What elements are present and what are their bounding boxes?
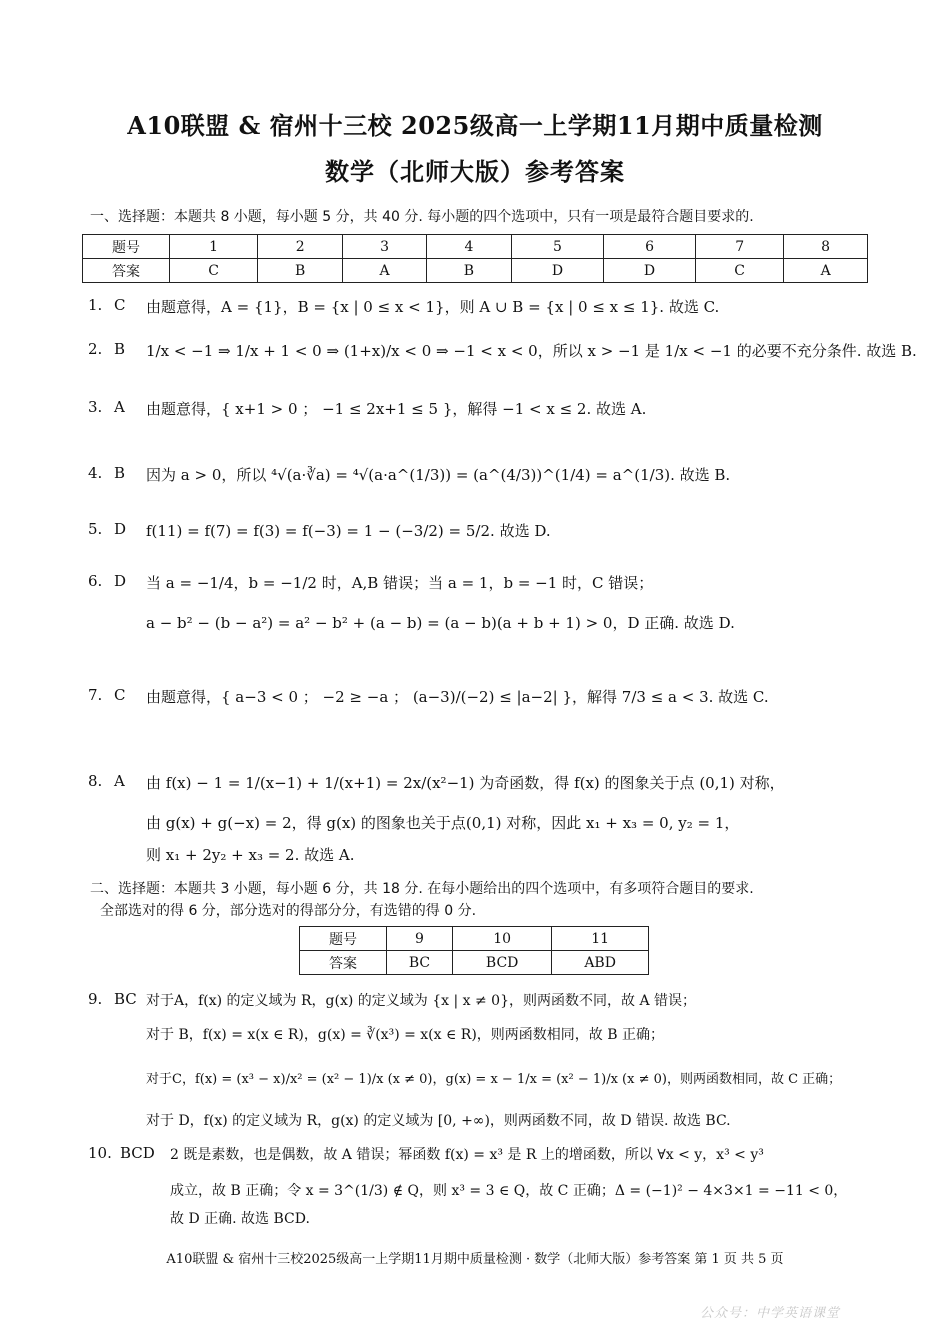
table-cell: 5 <box>511 235 603 259</box>
table-cell: 4 <box>426 235 511 259</box>
solution-number: 6. <box>88 572 103 590</box>
solution-answer: C <box>114 686 126 704</box>
table-cell: BCD <box>453 951 552 975</box>
table-row <box>300 951 649 975</box>
solution-number: 9. <box>88 990 103 1008</box>
page-title: A10联盟 & 宿州十三校 2025级高一上学期11月期中质量检测 <box>127 111 823 140</box>
table-cell: 6 <box>604 235 696 259</box>
solution-number: 10. <box>88 1144 112 1162</box>
table-cell: A <box>784 259 868 283</box>
solution-text: f(11) = f(7) = f(3) = f(−3) = 1 − (−3/2) = 5/2. 故选 D. <box>146 522 551 540</box>
solution-number: 7. <box>88 686 103 704</box>
solution-text: 对于 B，f(x) = x(x ∈ R)，g(x) = ∛(x³) = x(x ∈ R)，则两函数相同，故 B 正确； <box>146 1027 664 1043</box>
page-subtitle: 数学（北师大版）参考答案 <box>325 157 625 186</box>
table-header-cell: 答案 <box>83 259 170 283</box>
table-cell: BC <box>387 951 453 975</box>
table-cell: 2 <box>258 235 343 259</box>
solution-answer: D <box>114 520 127 538</box>
table-cell: 7 <box>696 235 784 259</box>
table-cell: B <box>258 259 343 283</box>
solution-text: 由 f(x) − 1 = 1/(x−1) + 1/(x+1) = 2x/(x²−1) 为奇函数，得 f(x) 的图象关于点 (0,1) 对称， <box>146 774 785 792</box>
table-cell: B <box>426 259 511 283</box>
solution-answer: A <box>114 772 125 790</box>
solution-answer: D <box>114 572 127 590</box>
table-cell: 8 <box>784 235 868 259</box>
solution-text: 1/x < −1 ⇒ 1/x + 1 < 0 ⇒ (1+x)/x < 0 ⇒ −1 < x < 0，所以 x > −1 是 1/x < −1 的必要不充分条件. 故选 B. <box>146 342 917 360</box>
table-cell: 9 <box>387 927 453 951</box>
solution-answer: C <box>114 296 126 314</box>
solution-answer: B <box>114 340 126 358</box>
solution-number: 5. <box>88 520 103 538</box>
solution-text: 当 a = −1/4，b = −1/2 时，A,B 错误；当 a = 1，b = −1 时，C 错误； <box>146 574 654 592</box>
solution-text: 因为 a > 0，所以 ⁴√(a·∛a) = ⁴√(a·a^(1/3)) = (a^(4/3))^(1/4) = a^(1/3). 故选 B. <box>146 466 731 484</box>
table-cell: A <box>343 259 427 283</box>
table-cell: D <box>511 259 603 283</box>
solution-text: 由题意得，{ x+1 > 0 ； −1 ≤ 2x+1 ≤ 5 }，解得 −1 < x ≤ 2. 故选 A. <box>146 400 647 418</box>
table-cell: C <box>696 259 784 283</box>
table-cell: 10 <box>453 927 552 951</box>
section2-answer-table <box>299 926 649 975</box>
solution-text: 成立，故 B 正确；令 x = 3^(1/3) ∉ Q，则 x³ = 3 ∈ Q，故 C 正确；Δ = (−1)² − 4×3×1 = −11 < 0， <box>170 1183 848 1199</box>
table-header-cell: 答案 <box>300 951 387 975</box>
watermark: 公众号：中学英语课堂 <box>700 1306 841 1321</box>
solution-text: 则 x₁ + 2y₂ + x₃ = 2. 故选 A. <box>146 846 355 864</box>
section1-intro: 一、选择题：本题共 8 小题，每小题 5 分，共 40 分. 每小题的四个选项中，只有一项是最符合题目要求的. <box>90 209 754 225</box>
solution-text: 由题意得，A = {1}，B = {x | 0 ≤ x < 1}，则 A ∪ B = {x | 0 ≤ x ≤ 1}. 故选 C. <box>146 298 720 316</box>
table-header-cell: 题号 <box>300 927 387 951</box>
table-cell: 1 <box>170 235 258 259</box>
solution-number: 4. <box>88 464 103 482</box>
section2-intro: 二、选择题：本题共 3 小题，每小题 6 分，共 18 分. 在每小题给出的四个选项中，有多项符合题目的要求. <box>90 881 754 897</box>
solution-number: 2. <box>88 340 103 358</box>
solution-text: 对于C，f(x) = (x³ − x)/x² = (x² − 1)/x (x ≠ 0)，g(x) = x − 1/x = (x² − 1)/x (x ≠ 0)，则两函数相同，故 C 正确； <box>146 1072 842 1087</box>
page-footer: A10联盟 & 宿州十三校2025级高一上学期11月期中质量检测 · 数学（北师大版）参考答案 第 1 页 共 5 页 <box>166 1252 784 1267</box>
section2-intro-line2: 全部选对的得 6 分，部分选对的得部分分，有选错的得 0 分. <box>100 903 477 919</box>
table-cell: C <box>170 259 258 283</box>
solution-number: 8. <box>88 772 103 790</box>
solution-number: 3. <box>88 398 103 416</box>
solution-text: 由 g(x) + g(−x) = 2，得 g(x) 的图象也关于点(0,1) 对称，因此 x₁ + x₃ = 0, y₂ = 1， <box>146 814 740 832</box>
solution-answer: B <box>114 464 126 482</box>
solution-answer: A <box>114 398 125 416</box>
table-cell: 11 <box>552 927 649 951</box>
solution-text: a − b² − (b − a²) = a² − b² + (a − b) = (a − b)(a + b + 1) > 0，D 正确. 故选 D. <box>146 614 735 632</box>
table-cell: D <box>604 259 696 283</box>
solution-text: 对于 D，f(x) 的定义域为 R，g(x) 的定义域为 [0, +∞)，则两函数不同，故 D 错误. 故选 BC. <box>146 1113 731 1129</box>
table-header-cell: 题号 <box>83 235 170 259</box>
table-cell: 3 <box>343 235 427 259</box>
section1-answer-table <box>82 234 868 283</box>
solution-text: 2 既是素数，也是偶数，故 A 错误；幂函数 f(x) = x³ 是 R 上的增函数，所以 ∀x < y，x³ < y³ <box>170 1147 764 1163</box>
table-cell: ABD <box>552 951 649 975</box>
solution-number: 1. <box>88 296 103 314</box>
table-row <box>300 927 649 951</box>
solution-text: 故 D 正确. 故选 BCD. <box>170 1211 310 1227</box>
table-row <box>83 235 868 259</box>
solution-answer: BC <box>114 990 137 1008</box>
solution-text: 对于A，f(x) 的定义域为 R，g(x) 的定义域为 {x | x ≠ 0}，则两函数不同，故 A 错误； <box>146 993 697 1009</box>
solution-answer: BCD <box>120 1144 155 1162</box>
table-row <box>83 259 868 283</box>
solution-text: 由题意得，{ a−3 < 0 ； −2 ≥ −a ； (a−3)/(−2) ≤ |a−2| }，解得 7/3 ≤ a < 3. 故选 C. <box>146 688 769 706</box>
